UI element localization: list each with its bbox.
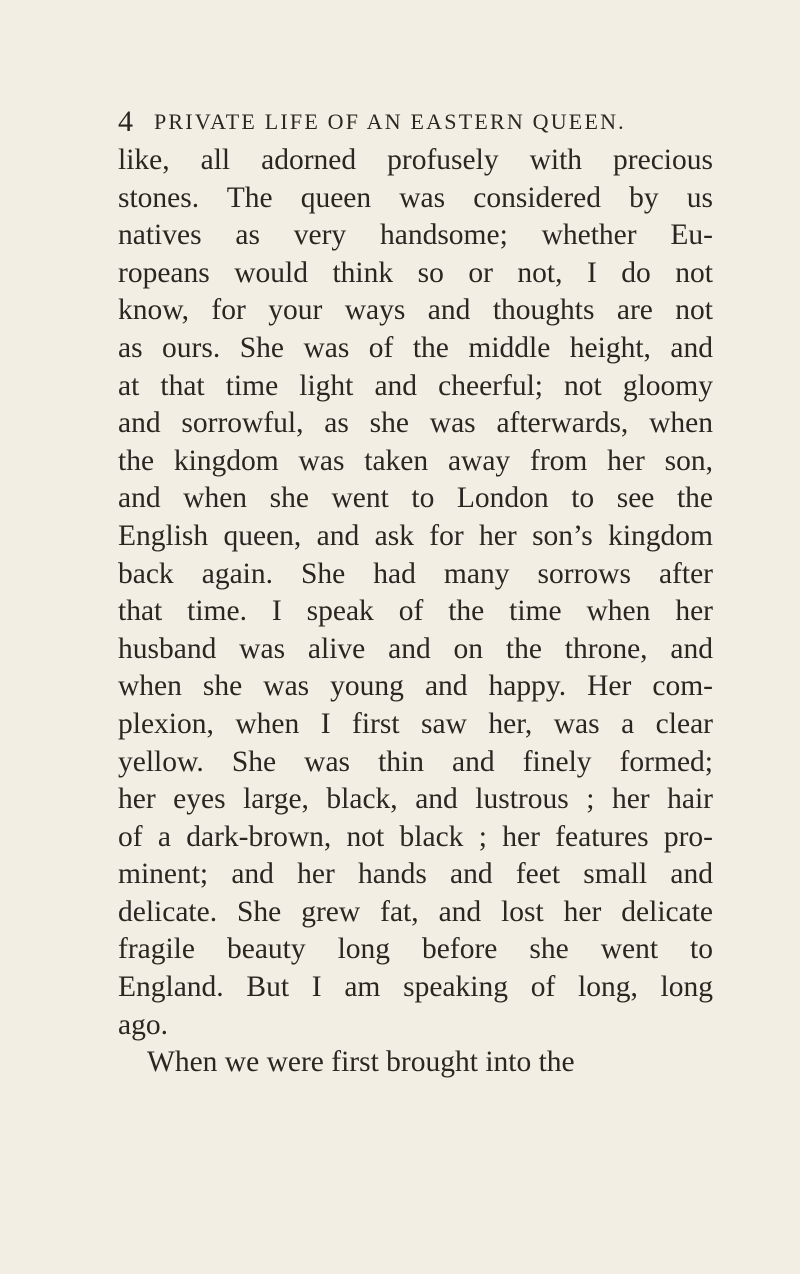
- text-line: her eyes large, black, and lustrous ; her hair: [118, 783, 713, 816]
- text-line: natives as very handsome; whether Eu-: [118, 219, 713, 252]
- text-line: and sorrowful, as she was afterwards, when: [118, 407, 713, 440]
- text-line: yellow. She was thin and finely formed;: [118, 745, 713, 778]
- text-line: as ours. She was of the middle height, and: [118, 331, 713, 364]
- text-line: England. But I am speaking of long, long: [118, 971, 713, 1004]
- body-text: [118, 142, 713, 1082]
- text-line: and when she went to London to see the: [118, 482, 713, 515]
- text-line: ropeans would think so or not, I do not: [118, 256, 713, 289]
- text-line: of a dark-brown, not black ; her features pro-: [118, 820, 713, 853]
- text-line: When we were first brought into the: [147, 1046, 575, 1079]
- text-line: stones. The queen was considered by us: [118, 181, 713, 214]
- text-line: the kingdom was taken away from her son,: [118, 444, 713, 477]
- text-line: that time. I speak of the time when her: [118, 595, 713, 628]
- text-line: fragile beauty long before she went to: [118, 933, 713, 966]
- text-line: when she was young and happy. Her com-: [118, 670, 713, 703]
- text-line: back again. She had many sorrows after: [118, 557, 713, 590]
- text-line: husband was alive and on the throne, and: [118, 632, 713, 665]
- text-line: delicate. She grew fat, and lost her delicate: [118, 895, 713, 928]
- text-line: at that time light and cheerful; not gloomy: [118, 369, 713, 402]
- text-line: plexion, when I first saw her, was a clear: [118, 707, 713, 740]
- text-line: know, for your ways and thoughts are not: [118, 294, 713, 327]
- text-line: ago.: [118, 1008, 168, 1041]
- text-line: English queen, and ask for her son’s kingdom: [118, 519, 713, 552]
- running-head: [118, 104, 718, 140]
- text-line: minent; and her hands and feet small and: [118, 858, 713, 891]
- running-title: PRIVATE LIFE OF AN EASTERN QUEEN.: [154, 109, 626, 134]
- text-line: like, all adorned profusely with precious: [118, 144, 713, 176]
- page-number: 4: [118, 105, 133, 138]
